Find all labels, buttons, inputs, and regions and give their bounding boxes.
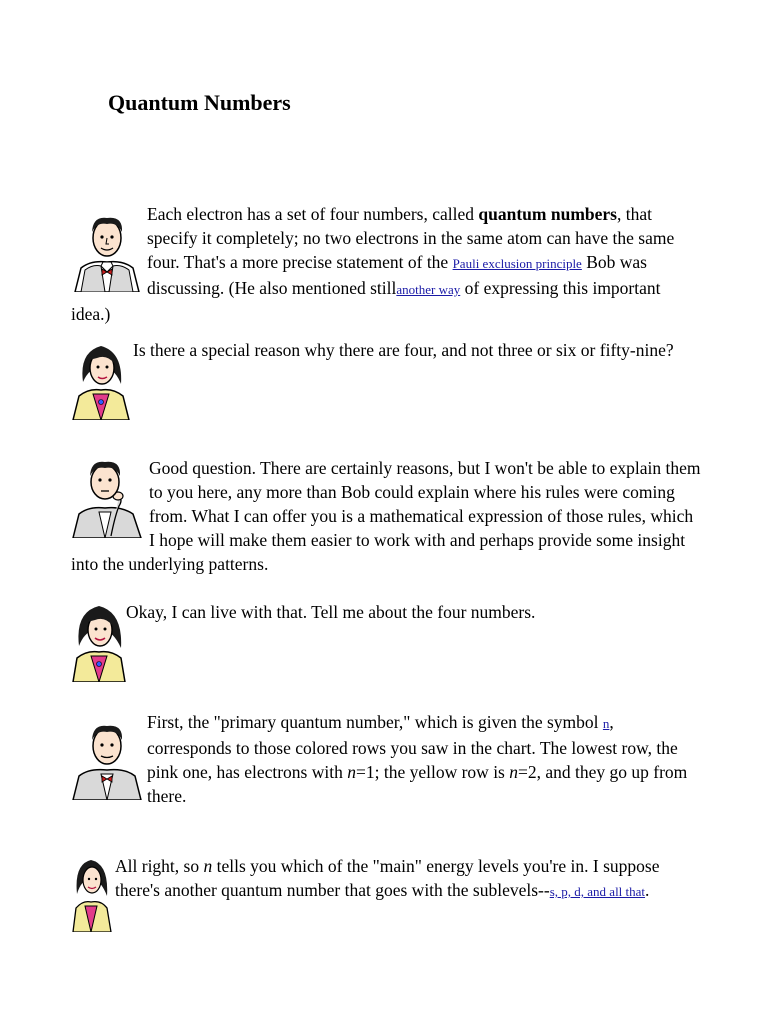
- n-symbol-link[interactable]: n: [602, 716, 610, 731]
- woman-avatar-icon: [71, 338, 131, 420]
- dialogue-man-3: First, the "primary quantum number," which is given the symbol n, corresponds to those colored rows you saw in the chart. The lowest row, the pink one, has electrons with n=1; the yellow row is n=2, and they go up from there.: [71, 710, 701, 808]
- dialogue-woman-3: All right, so n tells you which of the "main" energy levels you're in. I suppose there's another quantum number that goes with the sublevels--s, p, d, and all that.: [71, 854, 701, 932]
- woman-avatar-icon: [71, 854, 113, 932]
- page-title: Quantum Numbers: [108, 90, 291, 115]
- woman-avatar-icon: [71, 600, 126, 682]
- dialogue-woman-1: Is there a special reason why there are four, and not three or six or fifty-nine?: [71, 338, 701, 420]
- man-avatar-icon: [71, 718, 143, 800]
- pauli-exclusion-link[interactable]: Pauli exclusion principle: [452, 256, 582, 271]
- man-thinking-avatar-icon: [71, 456, 145, 538]
- man-avatar-icon: [71, 210, 143, 292]
- dialogue-man-1: Each electron has a set of four numbers, called quantum numbers, that specify it completely; no two electrons in the same atom can have the same four. That's a more precise statement of the Pauli exclusion principle Bob was discussing. (He also mentioned stillanother way of expressing this important idea.): [71, 204, 675, 324]
- spd-link[interactable]: s, p, d, and all that: [549, 884, 646, 899]
- dialogue-woman-2: Okay, I can live with that. Tell me about the four numbers.: [71, 600, 701, 682]
- another-way-link[interactable]: another way: [396, 282, 461, 297]
- dialogue-man-2: Good question. There are certainly reasons, but I won't be able to explain them to you here, any more than Bob could explain where his rules were coming from. What I can offer you is a mathematical expression of those rules, which I hope will make them easier to work with and perhaps provide some insight into the underlying patterns.: [71, 458, 701, 574]
